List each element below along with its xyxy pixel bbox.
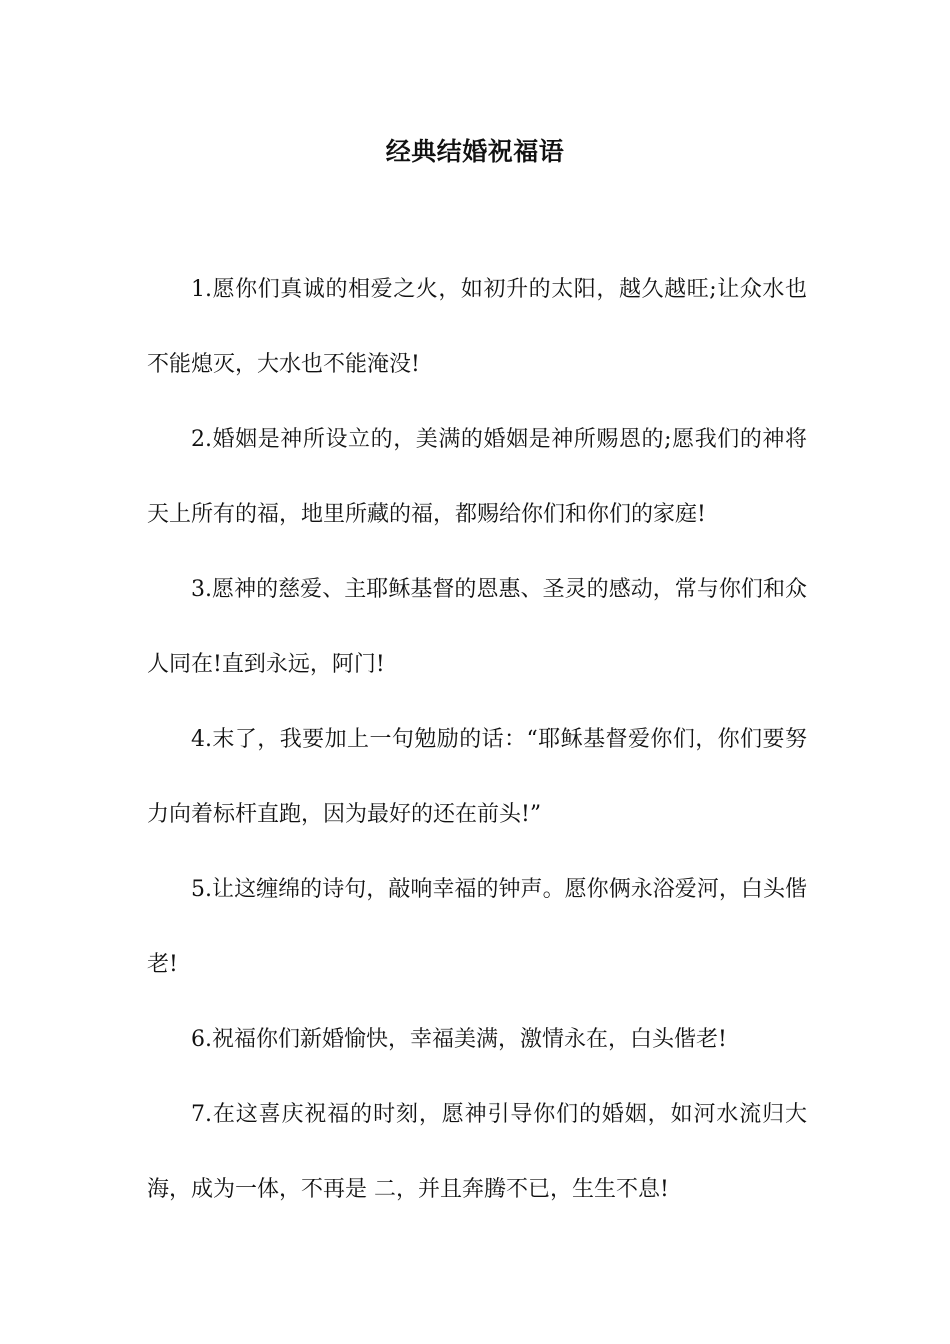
blessing-paragraph-4: 4.末了，我要加上一句勉励的话：“耶稣基督爱你们，你们要努力向着标杆直跑，因为最好的还在前头!” bbox=[147, 727, 807, 827]
blessing-paragraph-3: 3.愿神的慈爱、主耶稣基督的恩惠、圣灵的感动，常与你们和众人同在!直到永远，阿门! bbox=[147, 577, 807, 677]
document-title: 经典结婚祝福语 bbox=[385, 137, 565, 166]
blessing-paragraph-1: 1.愿你们真诚的相爱之火，如初升的太阳，越久越旺;让众水也不能熄灭，大水也不能淹没! bbox=[147, 277, 807, 377]
blessing-paragraph-5: 5.让这缠绵的诗句，敲响幸福的钟声。愿你俩永浴爱河，白头偕老! bbox=[147, 877, 807, 977]
blessing-paragraph-6: 6.祝福你们新婚愉快，幸福美满，激情永在，白头偕老! bbox=[191, 1027, 727, 1052]
document-body bbox=[147, 252, 807, 1227]
blessing-paragraph-2: 2.婚姻是神所设立的，美满的婚姻是神所赐恩的;愿我们的神将天上所有的福，地里所藏的福，都赐给你们和你们的家庭! bbox=[147, 427, 807, 527]
blessing-paragraph-7: 7.在这喜庆祝福的时刻，愿神引导你们的婚姻，如河水流归大海，成为一体，不再是 二，并且奔腾不已，生生不息! bbox=[147, 1102, 807, 1202]
